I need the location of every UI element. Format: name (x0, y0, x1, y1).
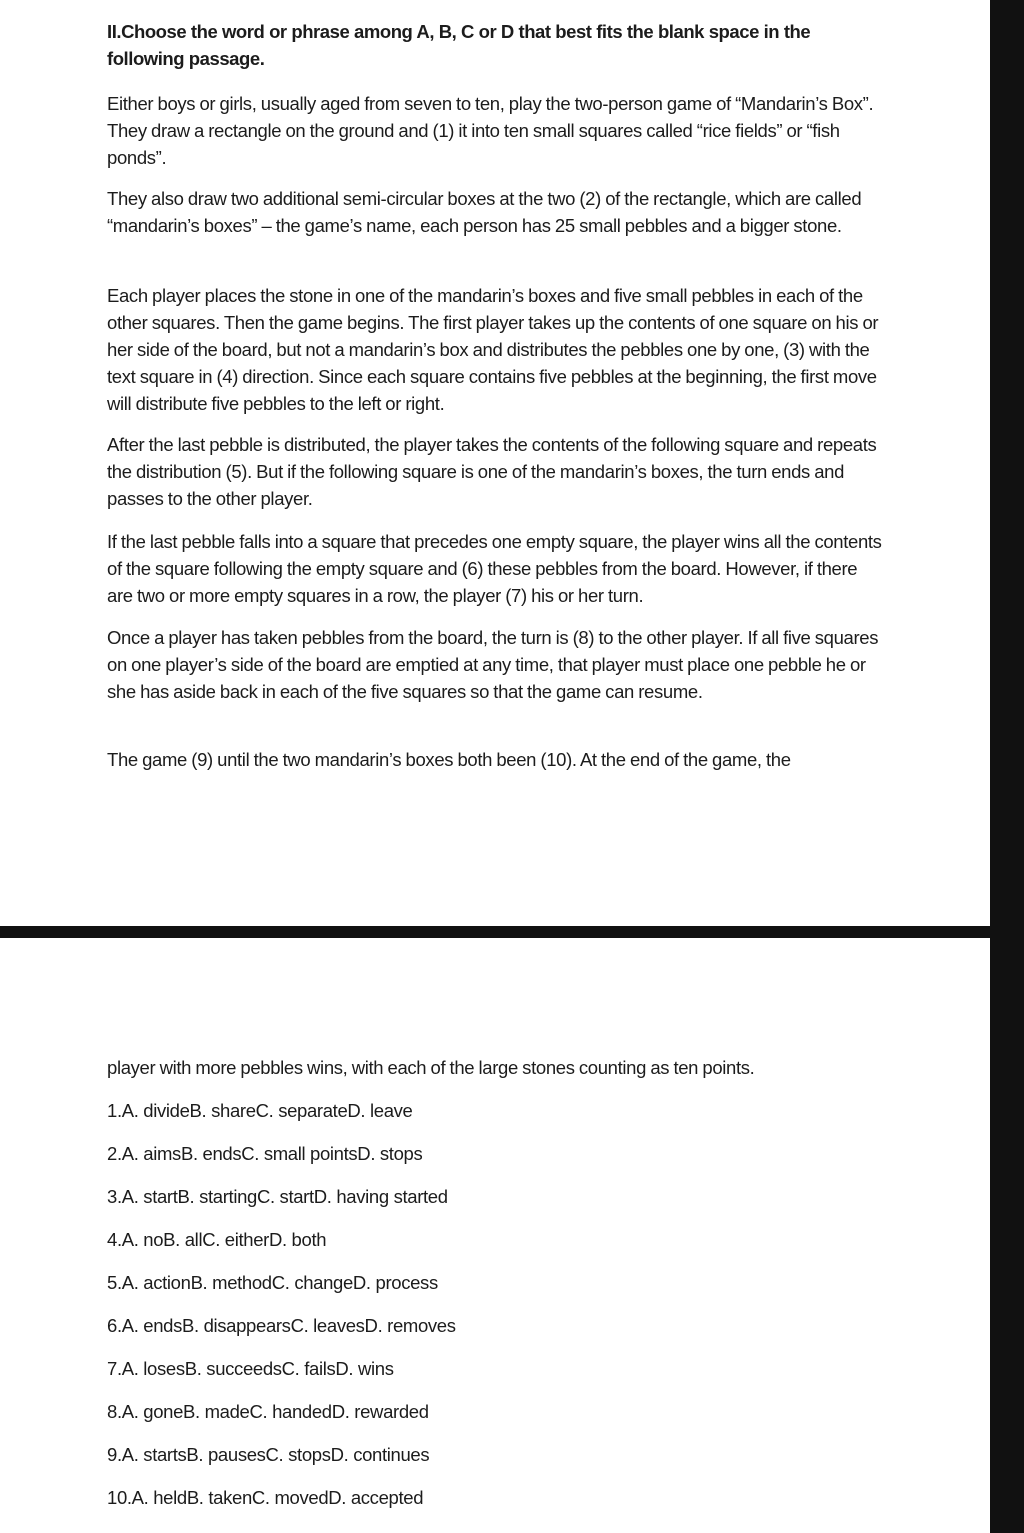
right-edge-border (990, 0, 1024, 1533)
answer-option-8: 8.A. goneB. madeC. handedD. rewarded (107, 1401, 429, 1422)
passage-continuation: player with more pebbles wins, with each of the large stones counting as ten points. (107, 1057, 755, 1078)
page-divider (0, 926, 990, 938)
passage-paragraph-3: Each player places the stone in one of the mandarin’s boxes and five small pebbles in each of the other squares. Then the game begins. The first player takes up the contents of one square on his or her side of the board, but not a mandarin’s box and distributes the pebbles one by one, (3) with the text square in (4) direction. Since each square contains five pebbles at the beginning, the first move will distribute five pebbles to the left or right. (107, 285, 879, 414)
passage-paragraph-1: Either boys or girls, usually aged from seven to ten, play the two-person game of “Mandarin’s Box”. They draw a rectangle on the ground and (1) it into ten small squares called “rice fields” or “fish ponds”. (107, 93, 874, 168)
passage-paragraph-4: After the last pebble is distributed, the player takes the contents of the following square and repeats the distribution (5). But if the following square is one of the mandarin’s boxes, the turn ends and passes to the other player. (107, 434, 877, 509)
passage-paragraph-2: They also draw two additional semi-circular boxes at the two (2) of the rectangle, which are called “mandarin’s boxes” – the game’s name, each person has 25 small pebbles and a bigger stone. (107, 188, 862, 236)
passage-paragraph-5: If the last pebble falls into a square that precedes one empty square, the player wins all the contents of the square following the empty square and (6) these pebbles from the board. However, if there are two or more empty squares in a row, the player (7) his or her turn. (107, 531, 882, 606)
answer-option-3: 3.A. startB. startingC. startD. having started (107, 1186, 448, 1207)
answer-option-5: 5.A. actionB. methodC. changeD. process (107, 1272, 438, 1293)
answer-option-2: 2.A. aimsB. endsC. small pointsD. stops (107, 1143, 423, 1164)
answer-option-4: 4.A. noB. allC. eitherD. both (107, 1229, 327, 1250)
passage-paragraph-6: Once a player has taken pebbles from the board, the turn is (8) to the other player. If all five squares on one player’s side of the board are emptied at any time, that player must place one pebble he or she has aside back in each of the five squares so that the game can resume. (107, 627, 879, 702)
exercise-heading: II.Choose the word or phrase among A, B, C or D that best fits the blank space in the following passage. (107, 21, 811, 69)
answer-option-1: 1.A. divideB. shareC. separateD. leave (107, 1100, 413, 1121)
answer-option-7: 7.A. losesB. succeedsC. failsD. wins (107, 1358, 394, 1379)
answer-option-10: 10.A. heldB. takenC. movedD. accepted (107, 1487, 424, 1508)
answer-option-6: 6.A. endsB. disappearsC. leavesD. removes (107, 1315, 456, 1336)
passage-paragraph-7: The game (9) until the two mandarin’s boxes both been (10). At the end of the game, the (107, 749, 791, 770)
answer-option-9: 9.A. startsB. pausesC. stopsD. continues (107, 1444, 430, 1465)
